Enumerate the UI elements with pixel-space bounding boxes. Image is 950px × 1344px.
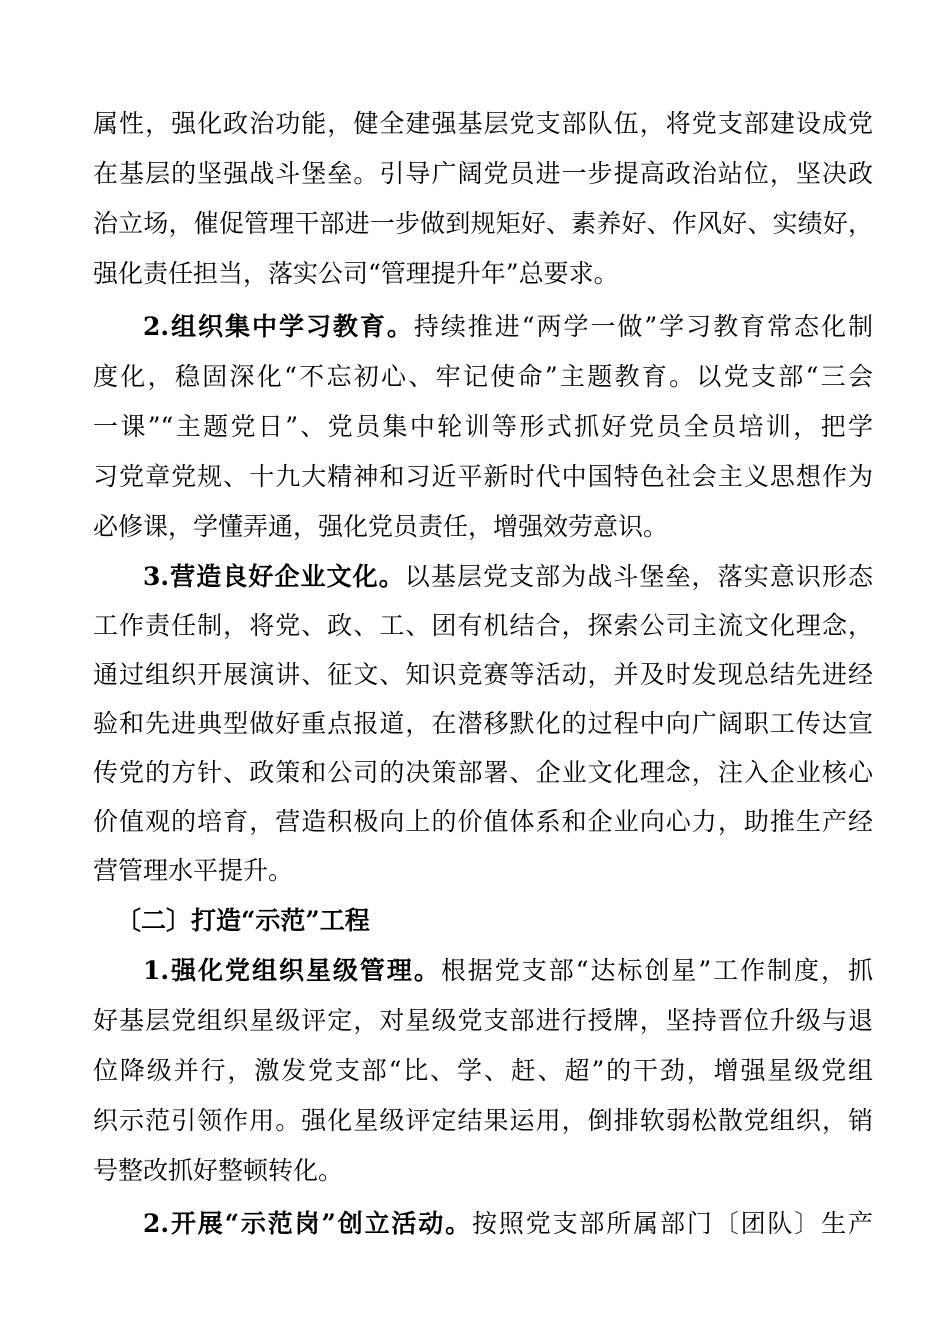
paragraph-lead-text: 根据党支部“达标创星”工作制度，抓: [440, 956, 873, 985]
text-line: 位降级并行，激发党支部“比、学、赶、超”的干劲，增强星级党组: [93, 1056, 873, 1085]
text-line: 治立场，催促管理干部进一步做到规矩好、素养好、作风好、实绩好，: [93, 209, 873, 238]
paragraph-lead-text: 持续推进“两学一做”学习教育常态化制: [413, 312, 873, 341]
text-line: 度化，稳固深化“不忘初心、牢记使命”主题教育。以党支部“三会: [93, 362, 873, 391]
text-line: 强化责任担当，落实公司“管理提升年”总要求。: [93, 259, 619, 288]
section-heading: 〔二〕打造“示范”工程: [116, 906, 370, 935]
text-line: 习党章党规、十九大精神和习近平新时代中国特色社会主义思想作为: [93, 462, 873, 491]
text-line: 属性，强化政治功能，健全建强基层党支部队伍，将党支部建设成党: [93, 109, 873, 138]
text-line: 通过组织开展演讲、征文、知识竞赛等活动，并及时发现总结先进经: [93, 660, 873, 689]
text-line: 一课”“主题党日”、党员集中轮训等形式抓好党员全员培训，把学: [93, 412, 873, 441]
text-line: 在基层的坚强战斗堡垒。引导广阔党员进一步提高政治站位，坚决政: [93, 159, 873, 188]
paragraph-lead-text: 以基层党支部为战斗堡垒，落实意识形态: [404, 562, 873, 591]
paragraph-first-line: [143, 557, 873, 597]
paragraph-first-line: [143, 307, 873, 347]
paragraph-first-line: [143, 951, 873, 991]
text-line: 传党的方针、政策和公司的决策部署、企业文化理念，注入企业核心: [93, 758, 873, 787]
text-line: 号整改抓好整顿转化。: [93, 1156, 344, 1185]
text-line: 织示范引领作用。强化星级评定结果运用，倒排软弱松散党组织，销: [93, 1106, 873, 1135]
paragraph-lead-heading: 2.开展“示范岗”创立活动。: [143, 1209, 472, 1238]
text-line: 好基层党组织星级评定，对星级党支部进行授牌，坚持晋位升级与退: [93, 1006, 873, 1035]
paragraph-lead-text: 按照党支部所属部门〔团队〕生产: [472, 1209, 873, 1238]
paragraph-lead-heading: 1.强化党组织星级管理。: [143, 956, 441, 985]
text-line: 必修课，学懂弄通，强化党员责任，增强效劳意识。: [93, 512, 669, 541]
text-line: 营管理水平提升。: [93, 856, 294, 885]
paragraph-first-line: [143, 1204, 873, 1244]
text-line: 价值观的培育，营造积极向上的价值体系和企业向心力，助推生产经: [93, 807, 873, 836]
paragraph-lead-heading: 3.营造良好企业文化。: [143, 562, 405, 591]
paragraph-lead-heading: 2.组织集中学习教育。: [143, 312, 414, 341]
text-line: 验和先进典型做好重点报道，在潜移默化的过程中向广阔职工传达宣: [93, 709, 873, 738]
text-line: 工作责任制，将党、政、工、团有机结合，探索公司主流文化理念，: [93, 611, 873, 640]
